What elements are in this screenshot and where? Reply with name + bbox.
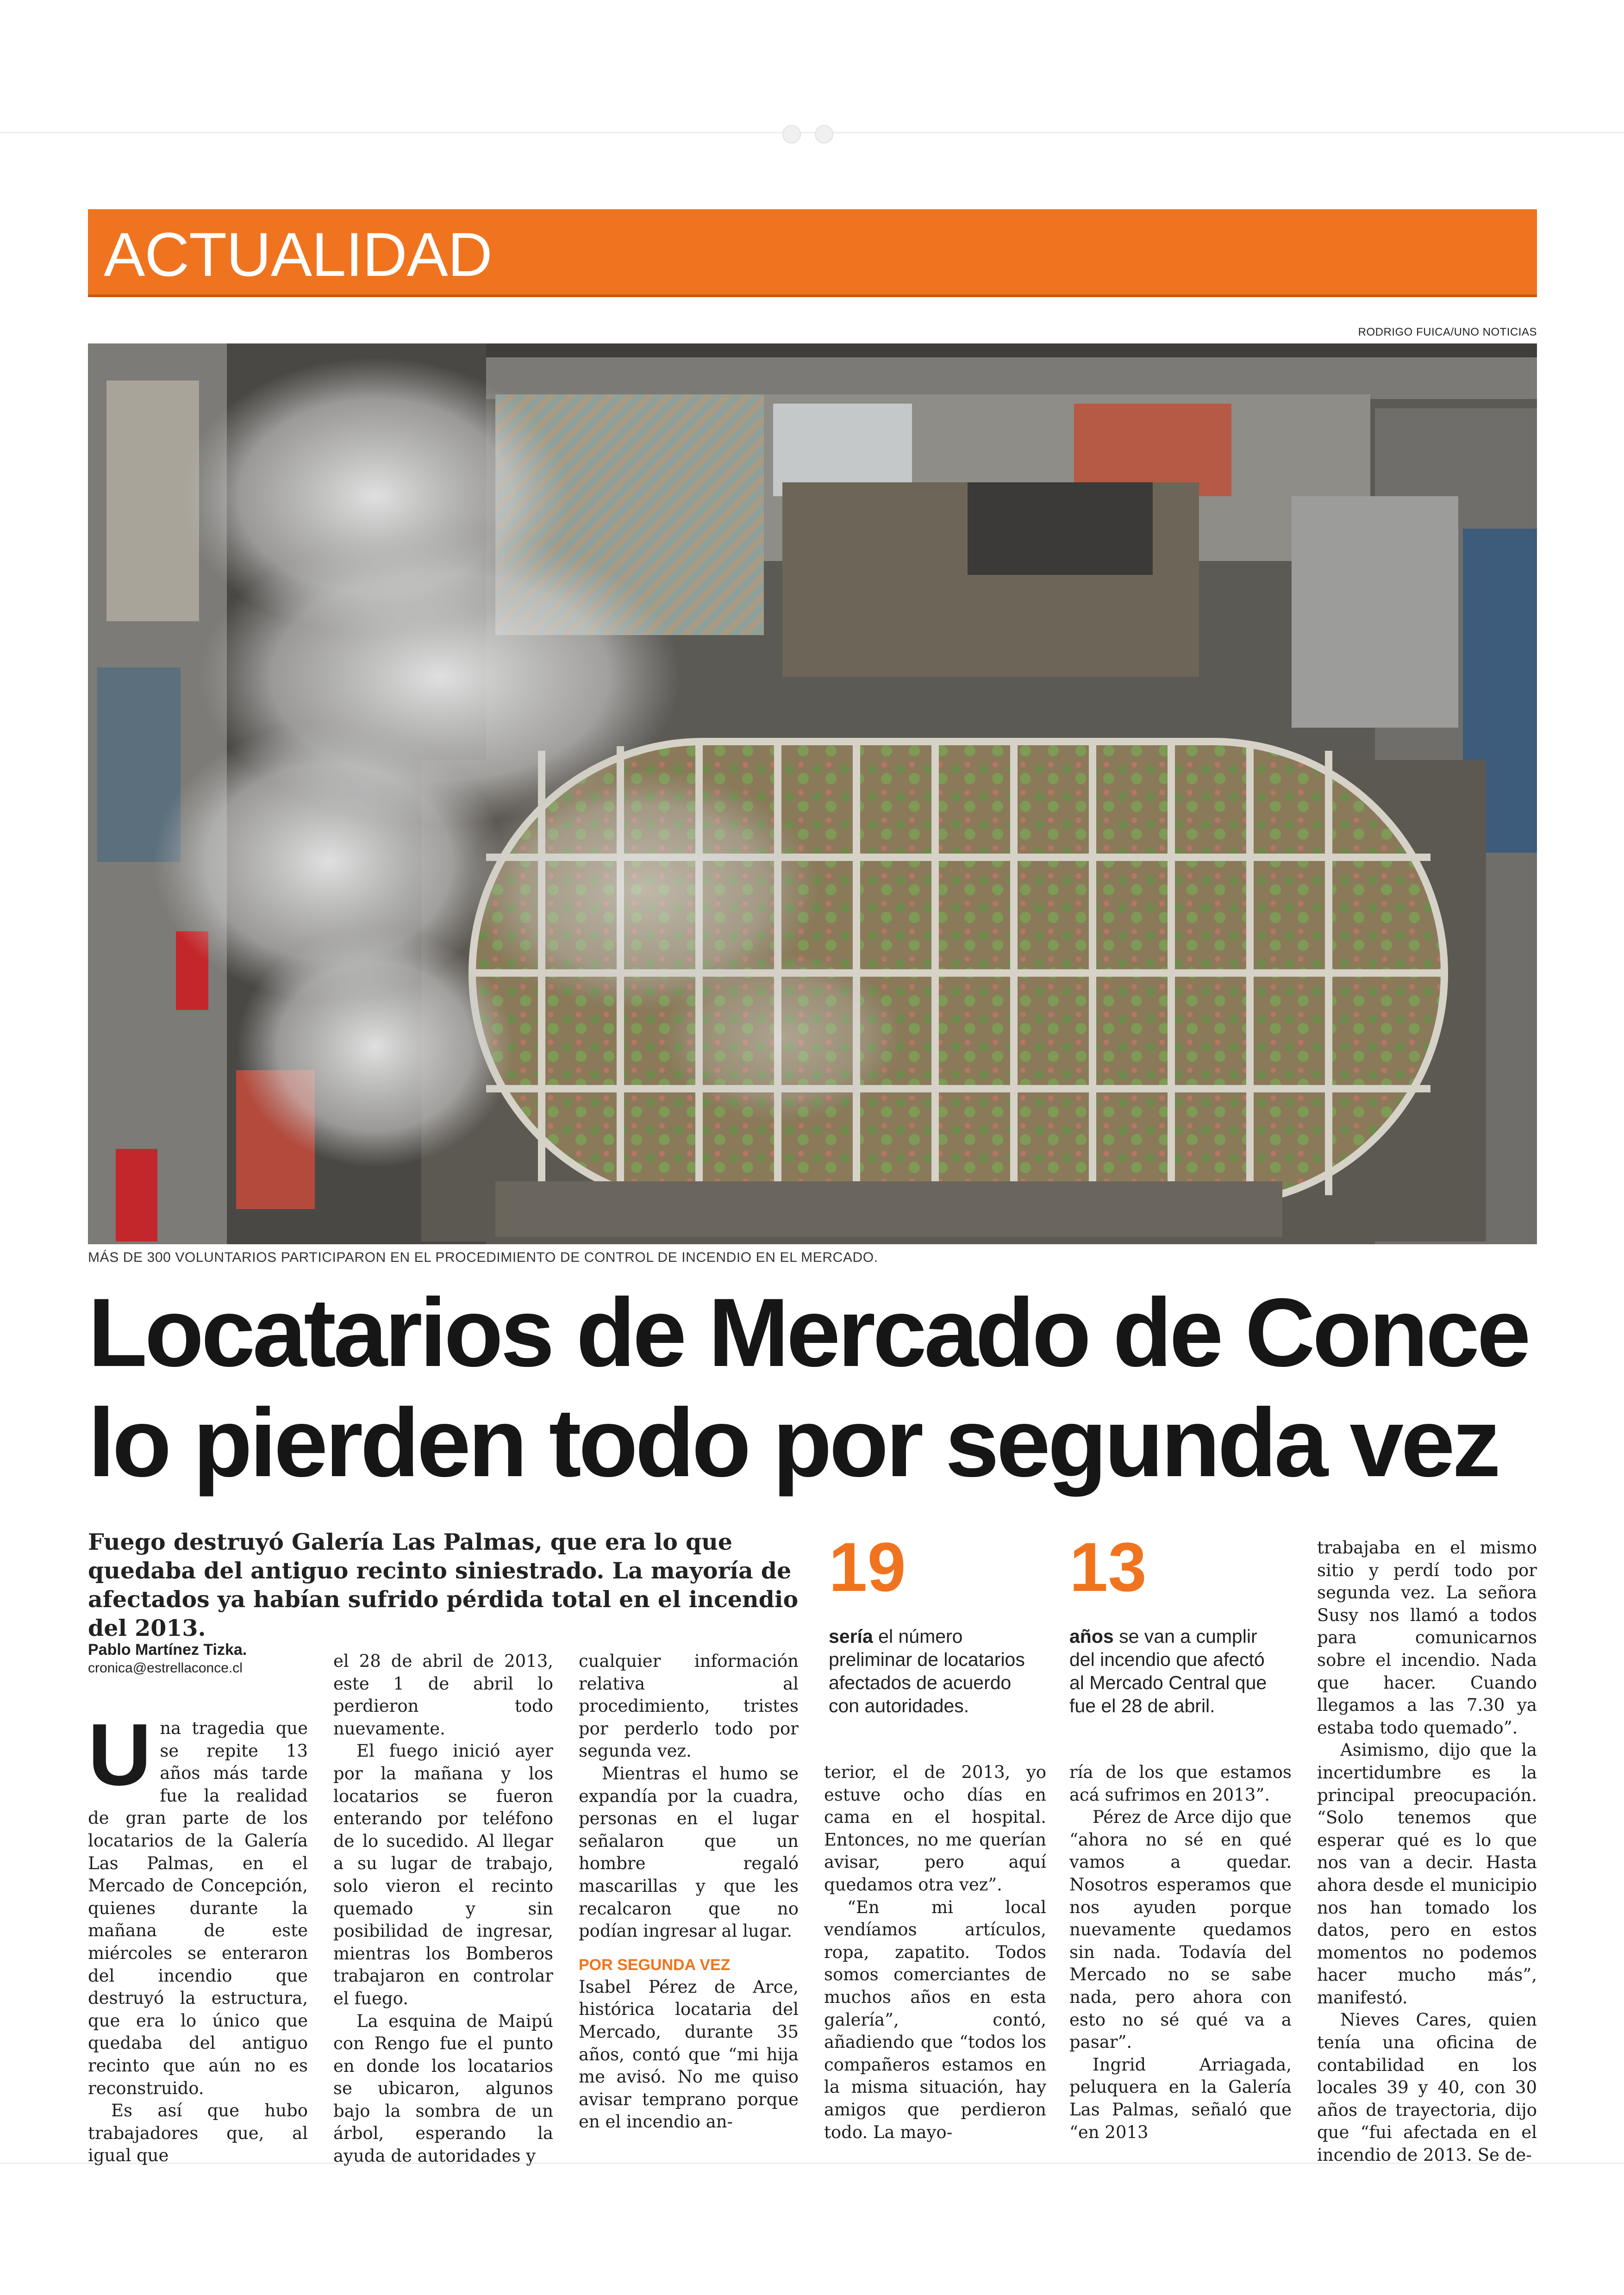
stat-2-description: se van a cumplir del incendio que afectó al Mercado Central que fue el 28 de abril. (1069, 1626, 1267, 1716)
col3-paragraph-3: Isabel Pérez de Arce, histórica locataria del Mercado, durante 35 años, contó que “mi hija me avisó. No me quiso avisar temprano porque en el incendio an- (579, 1977, 799, 2132)
body-column-3 (579, 1650, 799, 2133)
photo-credit: RODRIGO FUICA/UNO NOTICIAS (1358, 326, 1537, 338)
col6-paragraph-2: Asimismo, dijo que la incertidumbre es la principal preocupación. “Solo tenemos que esperar qué es lo que nos van a decir. Hasta ahora desde el municipio nos han tomado los datos, pero en estos momentos no podemos hacer mucho más”, manifestó. (1317, 1740, 1537, 2008)
stat-2-keyword: años (1069, 1626, 1114, 1647)
body-column-2 (333, 1650, 553, 2168)
dropcap: U (88, 1706, 152, 1804)
headline-line-1: Locatarios de Mercado de Conce (88, 1278, 1528, 1387)
headline (88, 1278, 1537, 1498)
aerial-photo (88, 343, 1537, 1244)
col5-paragraph-3: Ingrid Arriagada, peluquera en la Galería Las Palmas, señaló que “en 2013 (1069, 2054, 1292, 2142)
col2-paragraph-2: El fuego inició ayer por la mañana y los locatarios se fueron enterando por teléfono de lo sucedido. Al llegar a su lugar de trabajo, solo vieron el recinto quemado y sin posibilidad de ingresar, mientras los Bomberos trabajaron en controlar el fuego. (333, 1741, 553, 2008)
headline-line-2: lo pierden todo por segunda vez (88, 1388, 1498, 1497)
prev-page-dot[interactable] (782, 125, 801, 143)
byline-email: cronica@estrellaconce.cl (88, 1660, 243, 1676)
stat-1-description: el número preliminar de locatarios afectados de acuerdo con autoridades. (829, 1626, 1025, 1716)
col3-paragraph-1: cualquier información relativa al procedimiento, tristes por perderlo todo por segunda vez. (579, 1651, 799, 1761)
col2-paragraph-3: La esquina de Maipú con Rengo fue el punto en donde los locatarios se ubicaron, algunos bajo la sombra de un árbol, esperando la ayuda de autoridades y (333, 2011, 553, 2166)
next-page-dot[interactable] (815, 125, 833, 143)
stat-1-keyword: sería (829, 1626, 873, 1647)
section-title: ACTUALIDAD (104, 220, 492, 289)
col1-paragraph-1: na tragedia que se repite 13 años más tarde fue la realidad de gran parte de los locatarios de la Galería Las Palmas, en el Mercado de Concepción, quienes durante la mañana de este miércoles se enteraron del incendio que destruyó la estructura, que era lo único que quedaba del antiguo recinto que aún no es reconstruido. (88, 1718, 308, 2098)
col1-paragraph-2: Es así que hubo trabajadores que, al igual que (88, 2101, 308, 2166)
stat-number-2: 13 (1069, 1528, 1147, 1606)
stat-text-1 (829, 1625, 1037, 1717)
col5-paragraph-2: Pérez de Arce dijo que “ahora no sé en qué vamos a quedar. Nosotros esperamos que nos ayuden porque nuevamente quedamos sin nada. Todavía del Mercado no se sabe nada, pero ahora con esto no sé qué va a pasar”. (1069, 1807, 1292, 2052)
aerial-photo-illustration (88, 343, 1537, 1244)
page-nav-dots[interactable] (782, 125, 833, 143)
lead-paragraph: Fuego destruyó Galería Las Palmas, que era lo que quedaba del antiguo recinto siniestrado. La mayoría de afectados ya habían sufrido pérdida total en el incendio del 2013. (88, 1528, 799, 1641)
col5-paragraph-1: ría de los que estamos acá sufrimos en 2013”. (1069, 1762, 1292, 1805)
body-column-6 (1317, 1537, 1537, 2167)
col4-paragraph-1: terior, el de 2013, yo estuve ocho días en cama en el hospital. Entonces, no me querían avisar, pero aquí quedamos otra vez”. (824, 1762, 1046, 1895)
col6-paragraph-3: Nieves Cares, quien tenía una oficina de contabilidad en los locales 39 y 40, con 30 años de trayectoria, dijo que “fui afectada en el incendio de 2013. Se de- (1317, 2010, 1537, 2165)
byline-author: Pablo Martínez Tizka. (88, 1641, 247, 1659)
body-column-4 (824, 1761, 1046, 2144)
body-column-5 (1069, 1761, 1292, 2144)
photo-caption: MÁS DE 300 VOLUNTARIOS PARTICIPARON EN EL PROCEDIMIENTO DE CONTROL DE INCENDIO EN EL MERCADO. (88, 1250, 878, 1265)
body-column-1 (88, 1706, 308, 2167)
col4-paragraph-2: “En mi local vendíamos artículos, ropa, zapatito. Todos somos comerciantes de muchos años en esta galería”, contó, añadiendo que “todos los compañeros estamos en la misma situación, hay amigos que perdieron todo. La mayo- (824, 1897, 1046, 2142)
col3-paragraph-2: Mientras el humo se expandía por la cuadra, personas en el lugar señalaron que un hombre regaló mascarillas y que les recalcaron que no podían ingresar al lugar. (579, 1763, 799, 1941)
col6-paragraph-1: trabajaba en el mismo sitio y perdí todo por segunda vez. La señora Susy nos llamó a todos para comunicarnos sobre el incendio. Nada que hacer. Cuando llegamos a las 7.30 ya estaba todo quemado”. (1317, 1538, 1537, 1738)
stat-number-1: 19 (829, 1528, 906, 1606)
col3-subhead: POR SEGUNDA VEZ (579, 1956, 731, 1974)
section-banner (88, 209, 1537, 297)
stat-text-2 (1069, 1625, 1278, 1717)
col2-paragraph-1: el 28 de abril de 2013, este 1 de abril lo perdieron todo nuevamente. (333, 1651, 553, 1739)
